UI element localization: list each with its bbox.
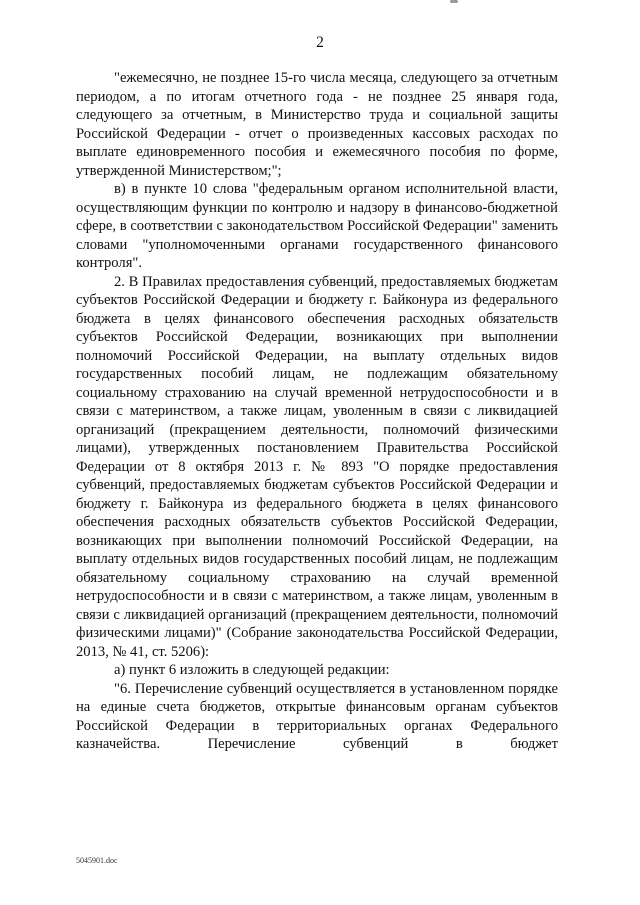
footer-file-code: 5045901.doc <box>76 856 118 865</box>
page-number: 2 <box>316 34 324 51</box>
paragraph-item-2: 2. В Правилах предоставления субвенций, предоставляемых бюджетам субъектов Российской Федерации и бюджету г. Байконура из федерального бюджета в целях финансового обеспечения расходных обязательств субъектов Российской Федерации, возникающих при выполнении полномочий Российской Федерации, на выплату отдельных видов государственных пособий лицам, не подлежащим обязательному социальному страхованию на случай временной нетрудоспособности и в связи с материнством, а также лицам, уволенным в связи с ликвидацией организаций (прекращением деятельности, полномочий физическими лицами), утвержденных постановлением Правительства Российской Федерации от 8 октября 2013 г. № 893 "О порядке предоставления субвенций, предоставляемых бюджетам субъектов Российской Федерации и бюджету г. Байконура из федерального бюджета в целях финансового обеспечения расходных обязательств субъектов Российской Федерации, возникающих при выполнении полномочий Российской Федерации, на выплату отдельных видов государственных пособий лицам, не подлежащим обязательному социальному страхованию на случай временной нетрудоспособности и в связи с материнством, а также лицам, уволенным в связи с ликвидацией организаций (прекращением деятельности, полномочий физическими лицами)" (Собрание законодательства Российской Федерации, 2013, № 41, ст. 5206): <box>76 273 558 660</box>
paragraph-item-v: в) в пункте 10 слова "федеральным органом исполнительной власти, осуществляющим функции по контролю и надзору в финансово-бюджетной сфере, в соответствии с законодательством Российской Федерации" заменить словами "уполномоченными органами государственного финансового контроля". <box>76 181 558 271</box>
paragraph-point-6: "6. Перечисление субвенций осуществляется в установленном порядке на единые счета бюджетов, открытые финансовым органам субъектов Российской Федерации в территориальных органах Федерального казначейства. Перечисление субвенций в бюджет <box>76 680 558 752</box>
scan-mark <box>450 0 458 3</box>
paragraph-item-a: а) пункт 6 изложить в следующей редакции: <box>114 662 390 678</box>
paragraph-reporting-deadline: "ежемесячно, не позднее 15-го числа месяца, следующего за отчетным периодом, а по итогам отчетного года - не позднее 25 января года, следующего за отчетным, в Министерство труда и социальной защиты Российской Федерации - отчет о произведенных кассовых расходах по выплате единовременного пособия и ежемесячного пособия по форме, утвержденной Министерством;"; <box>76 70 558 179</box>
document-body <box>76 69 558 754</box>
